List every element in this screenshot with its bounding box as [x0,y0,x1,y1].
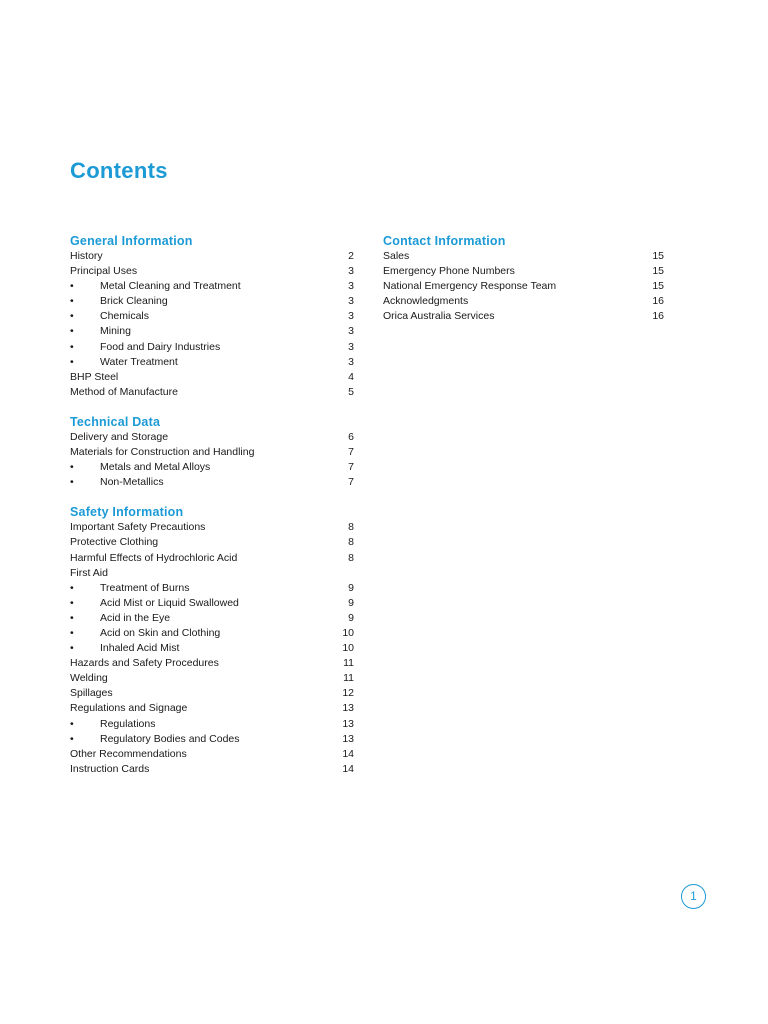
entry-label: Mining [100,325,131,338]
entry-label: Orica Australia Services [383,310,495,323]
entry-page-number: 16 [652,310,664,323]
toc-entry[interactable] [70,686,354,701]
toc-entry[interactable] [383,279,664,294]
entry-page-number: 4 [348,370,354,383]
toc-entry[interactable] [70,445,354,460]
bullet-icon: • [70,295,74,308]
toc-sub-entry[interactable] [70,641,354,656]
entry-page-number: 13 [342,732,354,745]
toc-sub-entry[interactable] [70,475,354,490]
entry-label: Regulatory Bodies and Codes [100,732,240,745]
entry-page-number: 3 [348,295,354,308]
toc-entry[interactable] [70,551,354,566]
toc-entry[interactable] [70,747,354,762]
entry-label: Sales [383,250,410,262]
entry-label: Chemicals [100,310,150,323]
section-heading: Contact Information [383,234,506,248]
entry-label: History [70,250,103,262]
entry-label: Regulations [100,717,156,730]
contents-right-column [383,233,664,338]
bullet-icon: • [70,581,74,594]
entry-label: Treatment of Burns [100,581,190,594]
entry-page-number: 3 [348,325,354,338]
section-heading: General Information [70,234,193,248]
entry-page-number: 2 [348,250,354,262]
bullet-icon: • [70,717,74,730]
entry-page-number: 9 [348,596,354,609]
entry-page-number: 9 [348,611,354,624]
entry-page-number: 3 [348,265,354,278]
entry-page-number: 7 [348,446,354,459]
toc-sub-entry[interactable] [70,596,354,611]
section-heading: Technical Data [70,414,161,429]
bullet-icon: • [70,310,74,323]
bullet-icon: • [70,325,74,338]
entry-page-number: 12 [342,687,354,700]
entry-page-number: 13 [342,717,354,730]
entry-page-number: 14 [342,762,354,775]
entry-page-number: 15 [652,280,664,293]
bullet-icon: • [70,732,74,745]
entry-page-number: 9 [348,581,354,594]
entry-label: BHP Steel [70,370,119,383]
entry-label: Metals and Metal Alloys [100,461,211,474]
bullet-icon: • [70,476,74,489]
entry-label: Brick Cleaning [100,295,168,308]
entry-label: Food and Dairy Industries [100,340,221,353]
toc-entry[interactable] [70,762,354,777]
bullet-icon: • [70,280,74,293]
bullet-icon: • [70,611,74,624]
toc-sub-entry[interactable] [70,294,354,309]
toc-entry[interactable] [70,370,354,385]
entry-page-number: 3 [348,355,354,368]
toc-sub-entry[interactable] [70,732,354,747]
entry-page-number: 15 [652,265,664,278]
entry-page-number: 16 [652,295,664,308]
toc-section [70,233,354,400]
entry-label: Water Treatment [100,355,178,368]
toc-entry[interactable] [70,249,354,264]
bullet-icon: • [70,626,74,639]
toc-sub-entry[interactable] [70,717,354,732]
entry-page-number: 3 [348,310,354,323]
entry-label: Delivery and Storage [70,430,169,443]
entry-label: Regulations and Signage [70,702,188,715]
entry-page-number: 3 [348,280,354,293]
entry-label: Method of Manufacture [70,385,178,398]
entry-label: Hazards and Safety Procedures [70,657,219,670]
entry-label: Harmful Effects of Hydrochloric Acid [70,551,238,564]
toc-sub-entry[interactable] [70,279,354,294]
toc-sub-entry[interactable] [70,309,354,324]
toc-entry[interactable] [70,430,354,445]
toc-section [70,414,354,490]
toc-entry[interactable] [70,385,354,400]
toc-entry[interactable] [70,566,354,581]
toc-sub-entry[interactable] [70,324,354,339]
bullet-icon: • [70,461,74,474]
toc-sub-entry[interactable] [70,581,354,596]
entry-label: Acknowledgments [383,295,469,308]
toc-entry[interactable] [70,264,354,279]
section-heading: Safety Information [70,505,184,520]
bullet-icon: • [70,340,74,353]
toc-sub-entry[interactable] [70,611,354,626]
toc-entry[interactable] [383,309,664,324]
entry-label: Emergency Phone Numbers [383,265,515,278]
entry-page-number: 8 [348,536,354,549]
toc-sub-entry[interactable] [70,460,354,475]
bullet-icon: • [70,355,74,368]
toc-entry[interactable] [70,535,354,550]
entry-label: Welding [70,672,108,685]
toc-entry[interactable] [70,701,354,716]
entry-page-number: 13 [342,702,354,715]
entry-page-number: 11 [343,657,354,670]
contents-left-column [70,233,354,791]
entry-label: Acid on Skin and Clothing [100,626,221,639]
entry-page-number: 7 [348,476,354,489]
entry-label: Non-Metallics [100,476,164,489]
toc-sub-entry[interactable] [70,355,354,370]
toc-entry[interactable] [70,656,354,671]
toc-section [383,233,664,324]
entry-label: Principal Uses [70,265,138,278]
toc-section [70,504,354,777]
entry-label: Metal Cleaning and Treatment [100,280,241,293]
entry-page-number: 8 [348,521,354,534]
entry-label: First Aid [70,566,108,579]
entry-page-number: 8 [348,551,354,564]
entry-label: Protective Clothing [70,536,159,549]
entry-label: Other Recommendations [70,747,187,760]
toc-entry[interactable] [70,520,354,535]
entry-page-number: 6 [348,430,354,443]
entry-label: Acid Mist or Liquid Swallowed [100,596,239,609]
page-number-badge: 1 [681,884,706,909]
bullet-icon: • [70,642,74,655]
toc-entry[interactable] [70,671,354,686]
entry-page-number: 7 [348,461,354,474]
toc-entry[interactable] [383,294,664,309]
toc-sub-entry[interactable] [70,626,354,641]
entry-label: Materials for Construction and Handling [70,446,255,459]
toc-entry[interactable] [383,264,664,279]
entry-label: Spillages [70,687,113,700]
entry-page-number: 3 [348,340,354,353]
toc-entry[interactable] [383,249,664,264]
entry-label: Instruction Cards [70,762,150,775]
entry-page-number: 10 [342,626,354,639]
entry-label: National Emergency Response Team [383,280,557,293]
entry-page-number: 5 [348,385,354,398]
page-title: Contents [70,158,168,183]
toc-sub-entry[interactable] [70,340,354,355]
bullet-icon: • [70,596,74,609]
entry-page-number: 11 [343,672,354,685]
entry-label: Inhaled Acid Mist [100,642,180,655]
entry-label: Acid in the Eye [100,611,171,624]
entry-label: Important Safety Precautions [70,521,206,534]
entry-page-number: 15 [652,250,664,262]
entry-page-number: 10 [342,642,354,655]
entry-page-number: 14 [342,747,354,760]
